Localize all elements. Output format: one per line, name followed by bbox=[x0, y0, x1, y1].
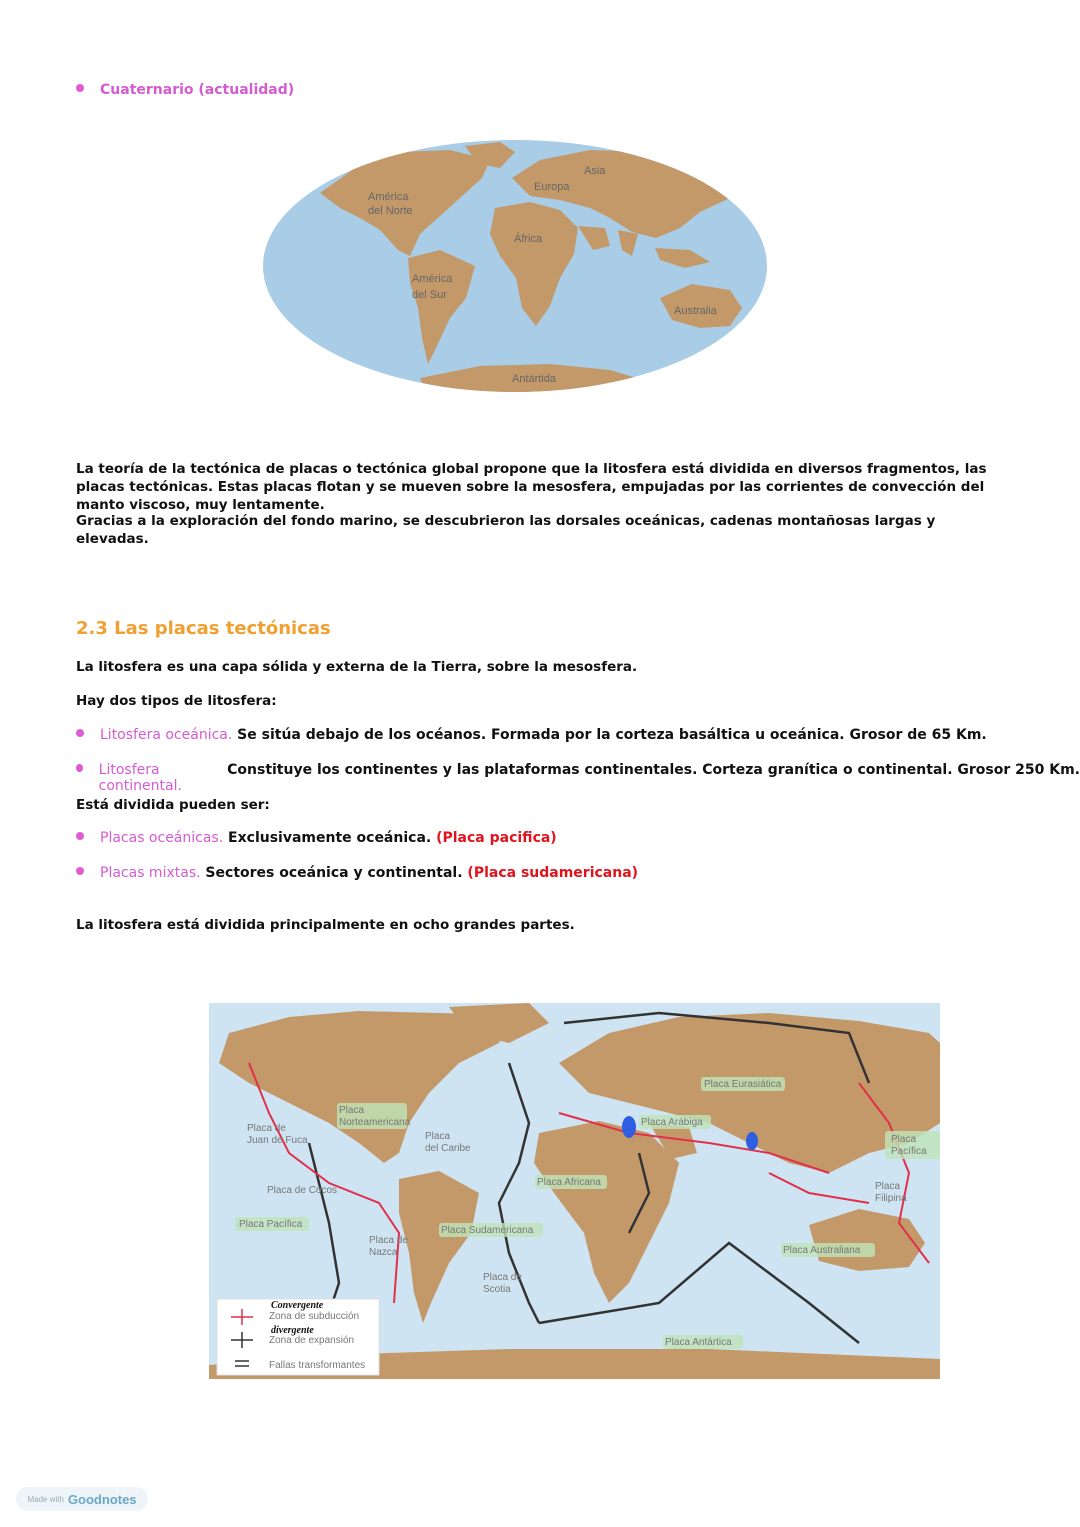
label-africana: Placa Africana bbox=[537, 1177, 601, 1188]
bullet-dot bbox=[76, 729, 84, 737]
label-filipina-2: Filipina bbox=[875, 1193, 907, 1204]
world-map bbox=[260, 138, 770, 398]
division-intro: Está dividida pueden ser: bbox=[76, 797, 270, 813]
label-asia: Asia bbox=[584, 165, 606, 177]
plate-oceanic bbox=[76, 830, 557, 846]
label-africa: África bbox=[514, 233, 543, 245]
label-south-america-2: del Sur bbox=[412, 289, 447, 301]
label-norteamericana-1: Placa bbox=[339, 1105, 365, 1116]
closing-sentence: La litosfera está dividida principalmente en ocho grandes partes. bbox=[76, 917, 575, 933]
type-oceanic bbox=[76, 727, 987, 743]
plate-mixed-term: Placas mixtas. bbox=[100, 865, 201, 881]
legend-annotation-convergent: Convergente bbox=[271, 1300, 324, 1311]
label-australia: Australia bbox=[674, 305, 717, 317]
plate-oceanic-term: Placas oceánicas. bbox=[100, 830, 224, 846]
bullet-dot bbox=[76, 84, 84, 92]
goodnotes-brand: Goodnotes bbox=[67, 1491, 137, 1507]
legend-faults-label: Fallas transformantes bbox=[269, 1360, 366, 1371]
bullet-dot bbox=[76, 764, 83, 772]
legend-subduction-label: Zona de subducción bbox=[269, 1311, 360, 1322]
label-juan-de-fuca-2: Juan de Fuca bbox=[247, 1135, 308, 1146]
label-caribe-1: Placa bbox=[425, 1131, 451, 1142]
label-arabiga: Placa Arábiga bbox=[641, 1117, 703, 1128]
label-antarctica: Antártida bbox=[512, 373, 557, 385]
label-australiana: Placa Australiana bbox=[783, 1245, 861, 1256]
type-continental bbox=[76, 762, 1080, 794]
label-north-america-1: América bbox=[368, 191, 409, 203]
made-with-text: Made with bbox=[27, 1494, 64, 1504]
type-continental-text: Constituye los continentes y las plataformas continentales. Corteza granítica o continental. Grosor 250 Km. bbox=[222, 762, 1080, 778]
label-nazca-2: Nazca bbox=[369, 1247, 398, 1258]
label-north-america-2: del Norte bbox=[368, 205, 413, 217]
label-pacifica-east-1: Placa bbox=[891, 1134, 917, 1145]
type-oceanic-term: Litosfera oceánica. bbox=[100, 727, 233, 743]
label-pacifica-west: Placa Pacífica bbox=[239, 1219, 303, 1230]
legend-annotation-divergent: divergente bbox=[271, 1325, 314, 1336]
label-scotia-1: Placa de bbox=[483, 1272, 522, 1283]
label-south-america-1: América bbox=[412, 273, 453, 285]
ridges-paragraph: Gracias a la exploración del fondo marino, se descubrieron las dorsales oceánicas, cadenas montañosas largas y elevadas. bbox=[76, 513, 936, 547]
label-juan-de-fuca-1: Placa de bbox=[247, 1123, 286, 1134]
label-sudamericana: Placa Sudamericana bbox=[441, 1225, 534, 1236]
type-continental-term: Litosfera continental. bbox=[98, 762, 182, 794]
label-filipina-1: Placa bbox=[875, 1181, 901, 1192]
label-caribe-2: del Caribe bbox=[425, 1143, 471, 1154]
plate-mixed-text: Sectores oceánica y continental. bbox=[200, 865, 468, 881]
label-antartica: Placa Antártica bbox=[665, 1337, 732, 1348]
label-eurasiatica: Placa Eurasiática bbox=[704, 1079, 782, 1090]
label-nazca-1: Placa de bbox=[369, 1235, 408, 1246]
plate-map bbox=[209, 1003, 940, 1379]
types-intro: Hay dos tipos de litosfera: bbox=[76, 693, 277, 709]
type-oceanic-text: Se sitúa debajo de los océanos. Formada por la corteza basáltica u oceánica. Grosor de 65 Km. bbox=[232, 727, 987, 743]
legend-expansion-label: Zona de expansión bbox=[269, 1335, 355, 1346]
plate-map-legend bbox=[217, 1299, 379, 1375]
lithosphere-intro: La litosfera es una capa sólida y externa de la Tierra, sobre la mesosfera. bbox=[76, 659, 638, 675]
label-pacifica-east-2: Pacífica bbox=[891, 1146, 927, 1157]
goodnotes-badge bbox=[16, 1487, 148, 1511]
bullet-dot bbox=[76, 832, 84, 840]
bullet-dot bbox=[76, 867, 84, 875]
annotation-mark-2 bbox=[746, 1132, 758, 1150]
plate-mixed bbox=[76, 865, 638, 881]
annotation-mark-1 bbox=[622, 1116, 636, 1138]
plate-mixed-example: (Placa sudamericana) bbox=[467, 865, 639, 881]
plate-oceanic-example: (Placa pacifica) bbox=[436, 830, 557, 846]
label-europe: Europa bbox=[534, 181, 570, 193]
label-norteamericana-2: Norteamericana bbox=[339, 1117, 411, 1128]
plate-oceanic-text: Exclusivamente oceánica. bbox=[223, 830, 437, 846]
label-cocos: Placa de Cocos bbox=[267, 1185, 338, 1196]
quaternary-label: Cuaternario (actualidad) bbox=[100, 82, 295, 98]
section-heading: 2.3 Las placas tectónicas bbox=[76, 618, 331, 639]
label-scotia-2: Scotia bbox=[483, 1284, 511, 1295]
tectonics-paragraph: La teoría de la tectónica de placas o tectónica global propone que la litosfera está dividida en diversos fragmentos, las placas tectónicas. Estas placas flotan y se mueven sobre la mesosfera, empujadas por las corrientes de convección del manto viscoso, muy lentamente. bbox=[76, 461, 987, 513]
quaternary-bullet bbox=[76, 82, 294, 98]
